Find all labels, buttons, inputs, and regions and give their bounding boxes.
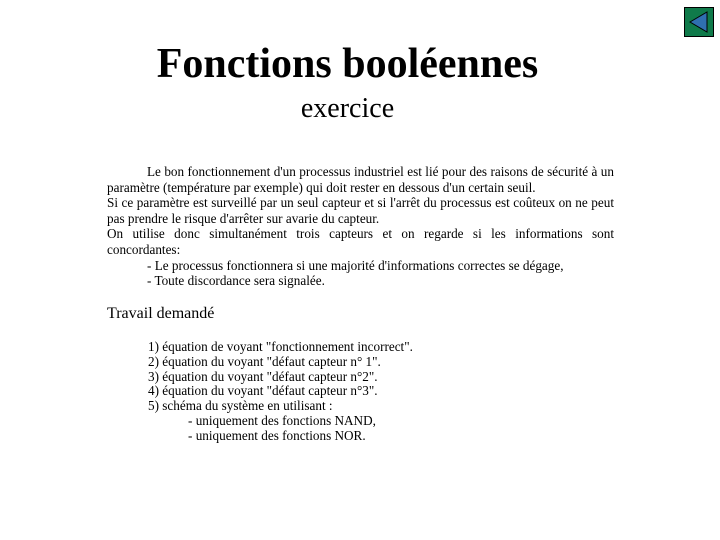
work-heading: Travail demandé	[107, 305, 215, 322]
task-item-3: 3) équation du voyant "défaut capteur n°2".	[148, 368, 378, 384]
subtask-nand: - uniquement des fonctions NAND,	[188, 412, 376, 428]
problem-paragraph-1: Le bon fonctionnement d'un processus industriel est lié pour des raisons de sécurité à un paramètre (température par exemple) qui doit rester en dessous d'un certain seuil.	[107, 164, 614, 195]
problem-paragraph-2: Si ce paramètre est surveillé par un seul capteur et si l'arrêt du processus est coûteux on ne peut pas prendre le risque d'arrêter sur avarie du capteur.	[107, 195, 614, 226]
subtask-nor: - uniquement des fonctions NOR.	[188, 427, 366, 443]
task-item-5: 5) schéma du système en utilisant :	[148, 398, 333, 414]
slide-subtitle: exercice	[300, 93, 395, 124]
task-item-1: 1) équation de voyant "fonctionnement incorrect".	[148, 339, 413, 354]
problem-statement	[107, 164, 614, 289]
problem-paragraph-3: On utilise donc simultanément trois capteurs et on regarde si les informations sont concordantes:	[107, 226, 614, 257]
task-item-4: 4) équation du voyant "défaut capteur n°3".	[148, 383, 378, 399]
problem-item-2: - Toute discordance sera signalée.	[147, 273, 325, 289]
task-item-2: 2) équation du voyant "défaut capteur n° 1".	[148, 353, 381, 369]
task-list	[148, 340, 413, 444]
back-nav-button[interactable]	[684, 7, 714, 37]
back-arrow-icon	[685, 8, 713, 36]
problem-item-1: - Le processus fonctionnera si une majorité d'informations correctes se dégage,	[147, 257, 564, 273]
slide-title: Fonctions booléennes	[156, 41, 539, 87]
